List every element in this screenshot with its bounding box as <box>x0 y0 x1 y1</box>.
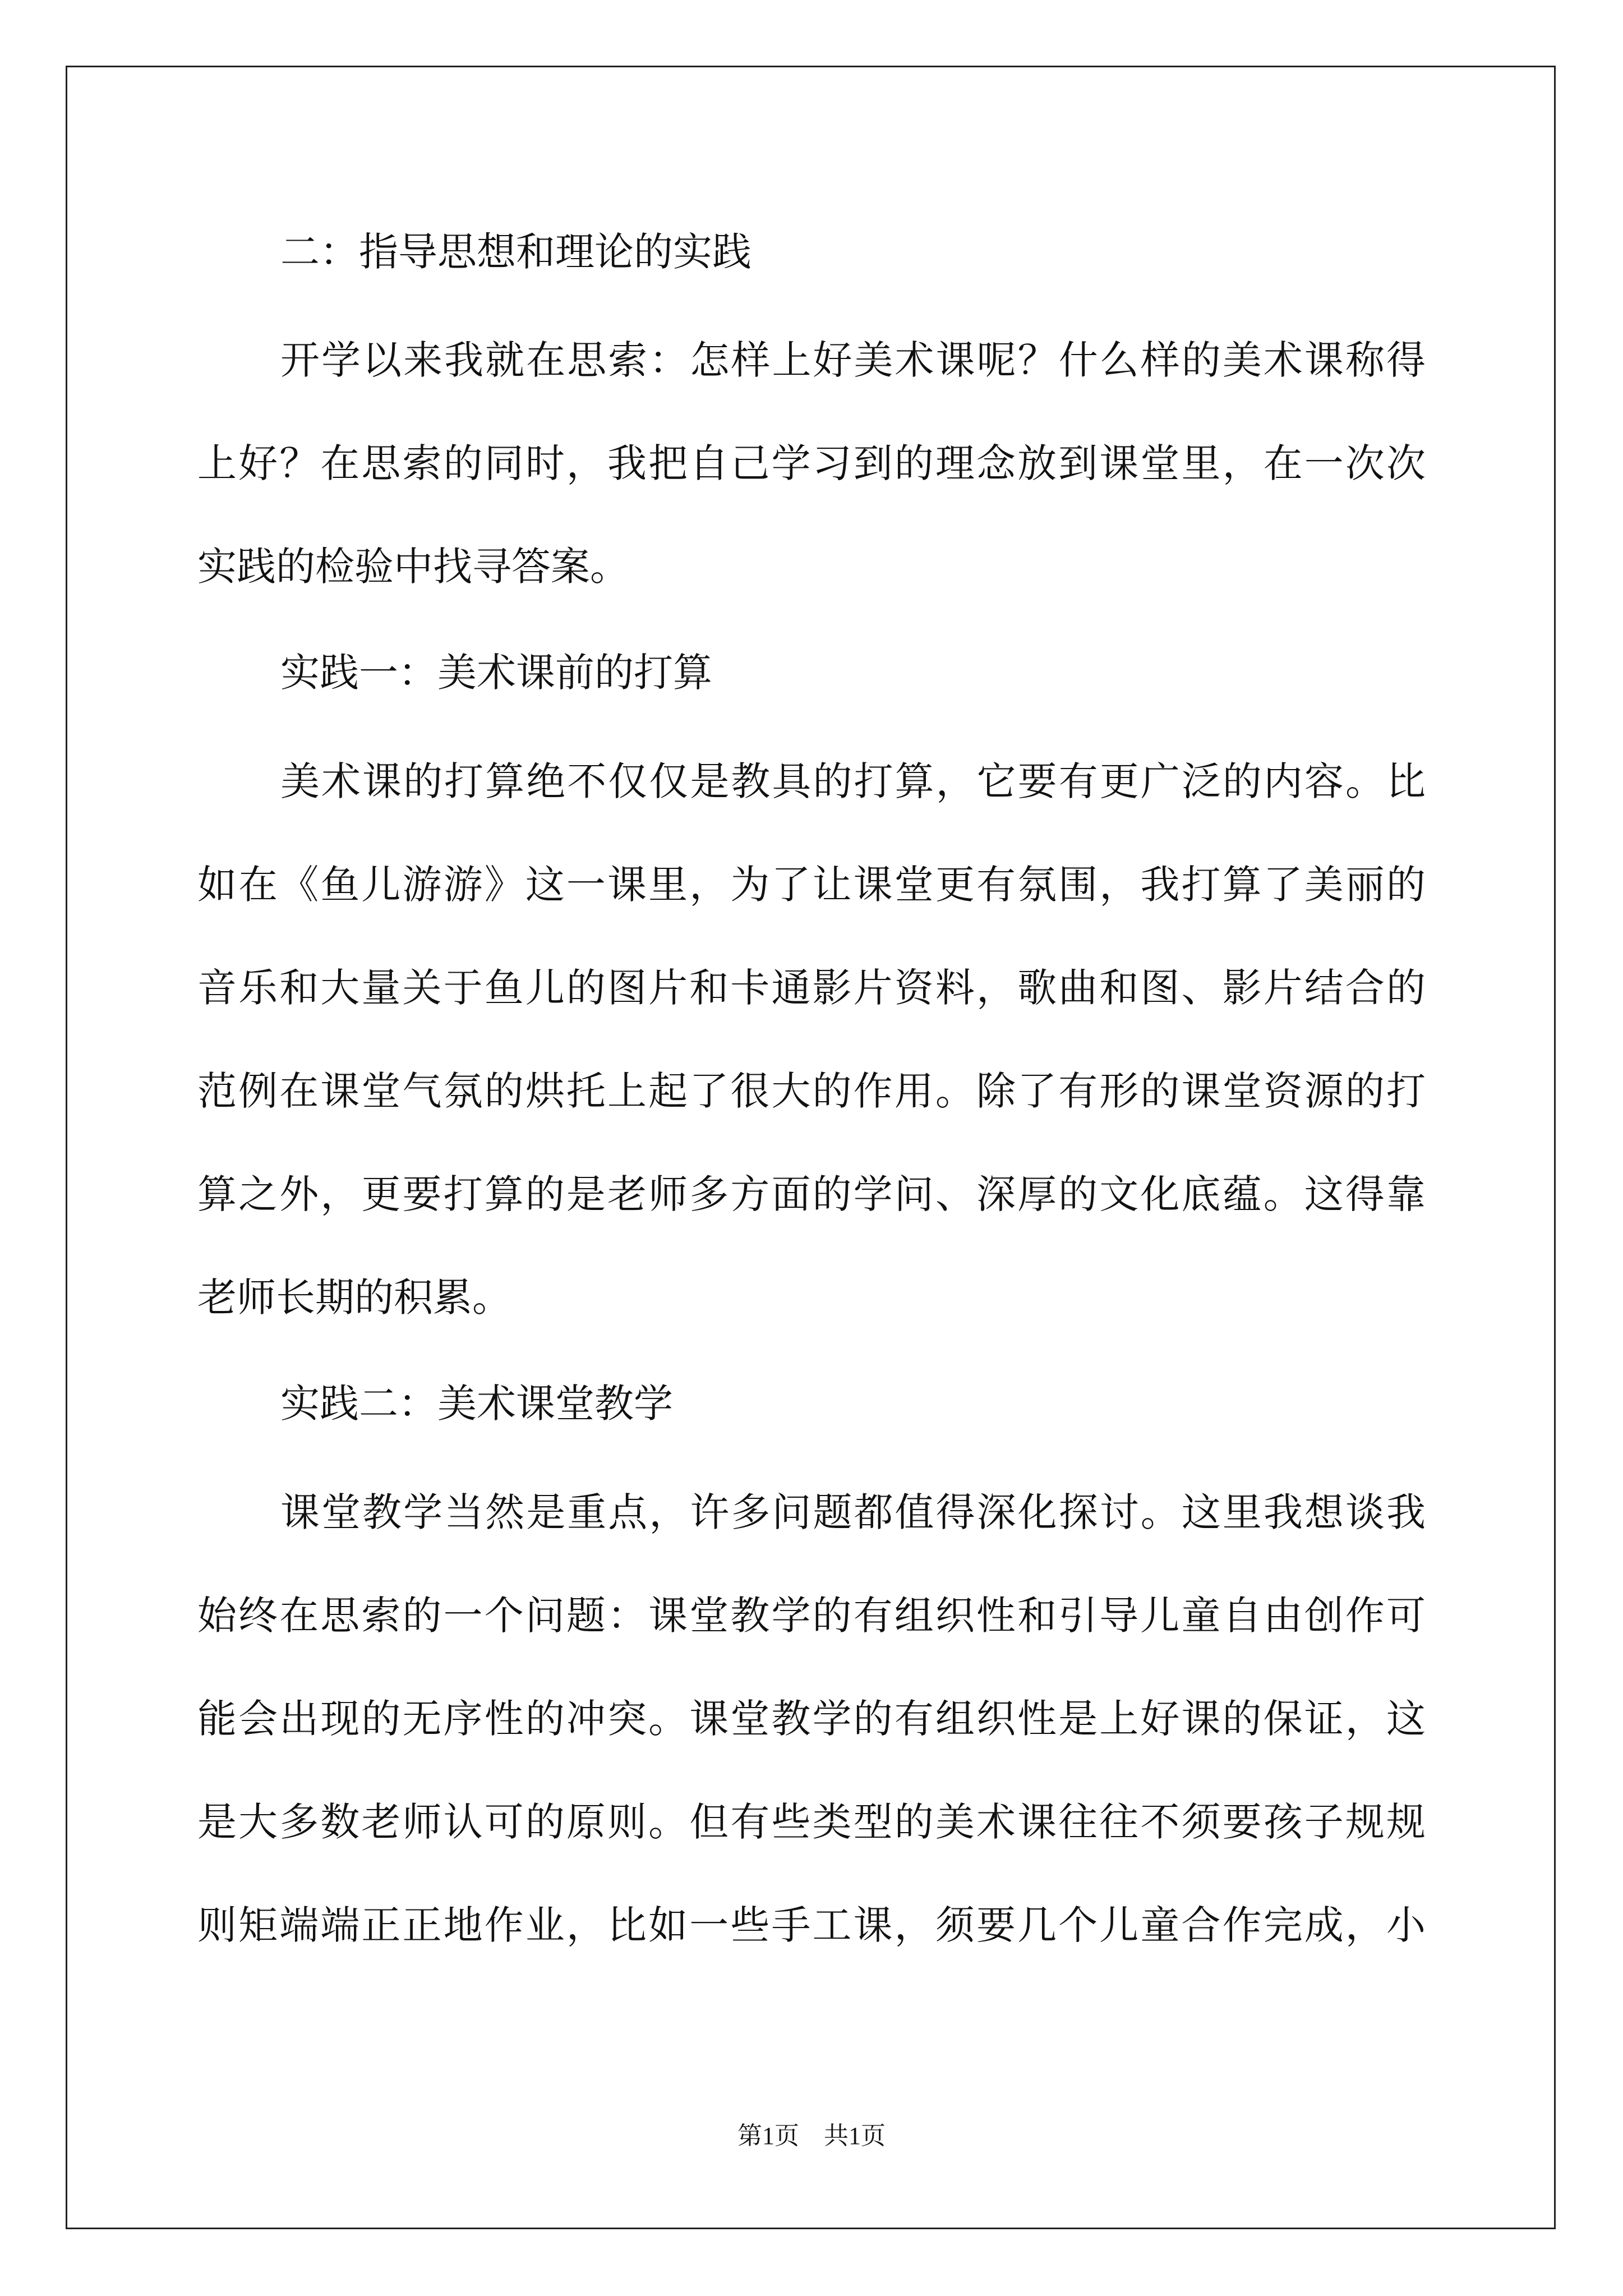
page-number-footer: 第1页 共1页 <box>737 2122 886 2150</box>
paragraph-line: 则矩端端正正地作业，比如一些手工课，须要几个儿童合作完成，小 <box>197 1902 1426 1948</box>
paragraph-line: 上好？在思索的同时，我把自己学习到的理念放到课堂里，在一次次 <box>197 440 1426 486</box>
paragraph-line: 算之外，更要打算的是老师多方面的学问、深厚的文化底蕴。这得靠 <box>197 1171 1426 1217</box>
paragraph-line: 能会出现的无序性的冲突。课堂教学的有组织性是上好课的保证，这 <box>197 1696 1426 1742</box>
paragraph-line: 美术课的打算绝不仅仅是教具的打算，它要有更广泛的内容。比 <box>280 758 1426 804</box>
paragraph-line: 开学以来我就在思索：怎样上好美术课呢？什么样的美术课称得 <box>280 337 1426 383</box>
section-heading: 实践一：美术课前的打算 <box>280 650 712 696</box>
paragraph-line: 实践的检验中找寻答案。 <box>197 544 629 590</box>
paragraph-line: 老师长期的积累。 <box>197 1274 511 1320</box>
paragraph-line: 是大多数老师认可的原则。但有些类型的美术课往往不须要孩子规规 <box>197 1799 1426 1845</box>
paragraph-line: 课堂教学当然是重点，许多问题都值得深化探讨。这里我想谈我 <box>280 1489 1426 1535</box>
paragraph-line: 如在《鱼儿游游》这一课里，为了让课堂更有氛围，我打算了美丽的 <box>197 862 1426 908</box>
paragraph-line: 音乐和大量关于鱼儿的图片和卡通影片资料，歌曲和图、影片结合的 <box>197 965 1426 1011</box>
paragraph-line: 始终在思索的一个问题：课堂教学的有组织性和引导儿童自由创作可 <box>197 1593 1426 1639</box>
section-heading: 实践二：美术课堂教学 <box>280 1381 673 1427</box>
section-heading: 二：指导思想和理论的实践 <box>280 229 751 275</box>
paragraph-line: 范例在课堂气氛的烘托上起了很大的作用。除了有形的课堂资源的打 <box>197 1068 1426 1114</box>
